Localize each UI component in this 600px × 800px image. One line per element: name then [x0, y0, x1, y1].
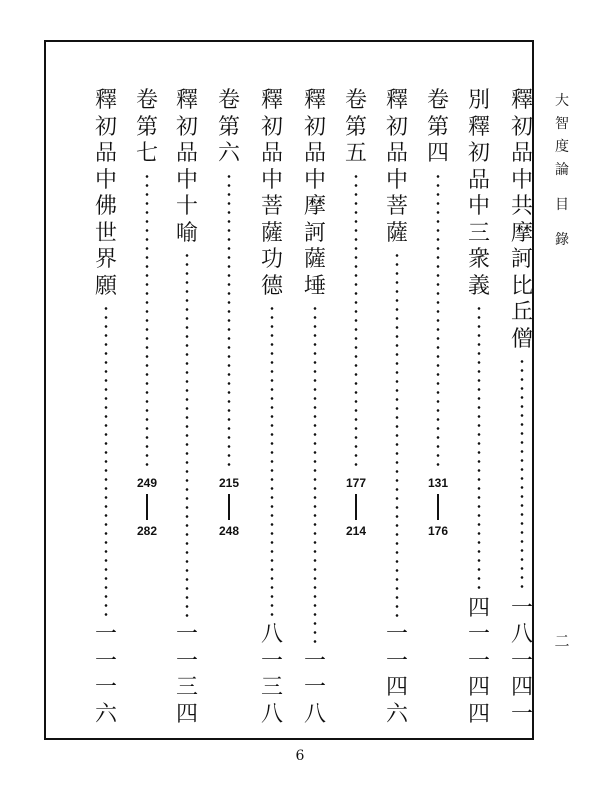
page-char: 一	[175, 648, 198, 674]
title-char: 中	[303, 167, 326, 193]
range-end: 282	[136, 524, 158, 538]
toc-entry-title	[212, 88, 246, 168]
range-start: 131	[427, 476, 449, 490]
toc-entry-title	[255, 88, 289, 300]
toc-entry-title	[170, 88, 204, 247]
page-char: 四	[467, 675, 490, 700]
title-char: 品	[94, 141, 117, 166]
title-char: 中	[385, 167, 408, 193]
title-char: 中	[467, 194, 490, 219]
page-char: 一	[510, 648, 533, 674]
toc-entry-column	[462, 88, 496, 728]
title-char: 喻	[175, 220, 198, 246]
title-char: 品	[303, 141, 326, 166]
title-char: 品	[260, 141, 283, 166]
title-char: 初	[467, 141, 490, 166]
toc-fascicle-column	[421, 88, 455, 728]
title-char: 共	[510, 194, 533, 219]
leader-dots	[313, 304, 317, 645]
title-char: 佛	[94, 194, 117, 219]
toc-entry-title	[380, 88, 414, 247]
original-page-range	[417, 476, 459, 538]
page-char: 一	[94, 675, 117, 700]
title-char: 第	[135, 114, 158, 140]
title-char: 德	[260, 273, 283, 299]
leader-dots	[395, 251, 399, 618]
page-char: 三	[175, 675, 198, 700]
title-char: 第	[426, 114, 449, 140]
toc-page-ref	[380, 622, 414, 728]
title-char: 中	[175, 167, 198, 193]
toc-entry-column	[505, 88, 539, 728]
title-char: 釋	[175, 88, 198, 113]
title-char: 初	[94, 114, 117, 140]
toc-entry-title	[339, 88, 373, 168]
title-char: 七	[135, 141, 158, 166]
title-char: 菩	[385, 194, 408, 219]
title-char: 卷	[426, 88, 449, 113]
toc-page-ref	[89, 622, 123, 728]
page-char: 一	[510, 701, 533, 727]
page-char: 八	[260, 622, 283, 647]
header-char: 目	[555, 197, 569, 213]
page-char: 一	[385, 648, 408, 674]
page-char: 四	[385, 675, 408, 700]
title-char: 品	[510, 141, 533, 166]
toc-page-ref	[298, 649, 332, 729]
title-char: 釋	[467, 114, 490, 140]
side-page-number: 二	[554, 632, 570, 650]
header-char: 大	[555, 93, 569, 109]
title-char: 初	[303, 114, 326, 140]
title-char: 釋	[260, 88, 283, 113]
page-char: 四	[467, 701, 490, 727]
toc-page-ref	[255, 622, 289, 728]
title-char: 卷	[344, 88, 367, 113]
toc-entry-title	[421, 88, 455, 168]
title-char: 丘	[510, 300, 533, 325]
toc-fascicle-column	[212, 88, 246, 728]
title-char: 功	[260, 247, 283, 272]
page-char: 一	[385, 622, 408, 647]
page-char: 一	[510, 595, 533, 621]
title-char: 訶	[303, 220, 326, 246]
title-char: 衆	[467, 247, 490, 272]
title-char: 訶	[510, 247, 533, 272]
range-dash	[437, 494, 440, 520]
title-char: 摩	[510, 220, 533, 246]
original-page-range	[208, 476, 250, 538]
title-char: 世	[94, 220, 117, 246]
page-char: 一	[260, 648, 283, 674]
page-char: 四	[510, 675, 533, 700]
title-char: 初	[175, 114, 198, 140]
title-char: 初	[385, 114, 408, 140]
header-char: 錄	[555, 232, 569, 248]
toc-entry-column	[89, 88, 123, 728]
title-char: 品	[385, 141, 408, 166]
title-char: 中	[260, 167, 283, 193]
toc-entry-column	[255, 88, 289, 728]
page-char: 一	[467, 622, 490, 647]
page-char: 八	[510, 622, 533, 647]
header-char: 智	[555, 116, 569, 132]
page-char: 八	[303, 701, 326, 727]
toc-entry-column	[170, 88, 204, 728]
toc-fascicle-column	[339, 88, 373, 728]
header-char: 論	[555, 162, 569, 178]
range-end: 214	[345, 524, 367, 538]
range-start: 177	[345, 476, 367, 490]
title-char: 初	[260, 114, 283, 140]
page-char: 六	[385, 701, 408, 727]
title-char: 菩	[260, 194, 283, 219]
title-char: 釋	[385, 88, 408, 113]
title-char: 別	[467, 88, 490, 113]
page-char: 一	[303, 675, 326, 700]
title-char: 願	[94, 273, 117, 299]
title-char: 僧	[510, 326, 533, 352]
title-char: 卷	[135, 88, 158, 113]
range-dash	[146, 494, 149, 520]
page-char: 一	[94, 648, 117, 674]
running-header	[550, 90, 574, 252]
title-char: 十	[175, 194, 198, 219]
toc-fascicle-column	[130, 88, 164, 728]
range-start: 215	[218, 476, 240, 490]
toc-entry-column	[298, 88, 332, 728]
title-char: 第	[344, 114, 367, 140]
page-char: 一	[175, 622, 198, 647]
title-char: 四	[426, 141, 449, 166]
leader-dots	[145, 172, 149, 471]
title-char: 品	[467, 167, 490, 193]
page-char: 一	[467, 648, 490, 674]
page-char: 三	[260, 675, 283, 700]
page-char: 六	[94, 701, 117, 727]
page-number: 6	[295, 748, 305, 764]
header-char: 度	[555, 139, 569, 155]
original-page-range	[335, 476, 377, 538]
page-char: 四	[467, 595, 490, 621]
range-start: 249	[136, 476, 158, 490]
title-char: 比	[510, 273, 533, 299]
leader-dots	[270, 304, 274, 618]
title-char: 釋	[94, 88, 117, 113]
title-char: 薩	[303, 247, 326, 272]
toc-page-ref	[505, 596, 539, 729]
title-char: 初	[510, 114, 533, 140]
range-end: 248	[218, 524, 240, 538]
leader-dots	[104, 304, 108, 618]
title-char: 中	[94, 167, 117, 193]
title-char: 三	[467, 220, 490, 246]
title-char: 界	[94, 247, 117, 272]
leader-dots	[227, 172, 231, 471]
original-page-range	[126, 476, 168, 538]
title-char: 薩	[385, 220, 408, 246]
page-char: 四	[175, 701, 198, 727]
title-char: 中	[510, 167, 533, 193]
toc-entry-title	[462, 88, 496, 300]
title-char: 六	[217, 141, 240, 166]
toc-entry-title	[505, 88, 539, 353]
leader-dots	[354, 172, 358, 471]
title-char: 摩	[303, 194, 326, 219]
title-char: 品	[175, 141, 198, 166]
range-end: 176	[427, 524, 449, 538]
title-char: 五	[344, 141, 367, 166]
title-char: 義	[467, 273, 490, 299]
toc-page-ref	[170, 622, 204, 728]
page-char: 一	[94, 622, 117, 647]
page-char: 八	[260, 701, 283, 727]
leader-dots	[520, 357, 524, 592]
toc-page-ref	[462, 596, 496, 729]
title-char: 釋	[510, 88, 533, 113]
title-char: 釋	[303, 88, 326, 113]
toc-entry-title	[89, 88, 123, 300]
toc-entry-column	[380, 88, 414, 728]
title-char: 埵	[303, 273, 326, 299]
leader-dots	[436, 172, 440, 471]
title-char: 薩	[260, 220, 283, 246]
toc-entry-title	[298, 88, 332, 300]
range-dash	[228, 494, 231, 520]
range-dash	[355, 494, 358, 520]
toc-entry-title	[130, 88, 164, 168]
leader-dots	[185, 251, 189, 618]
title-char: 卷	[217, 88, 240, 113]
leader-dots	[477, 304, 481, 592]
title-char: 第	[217, 114, 240, 140]
page-char: 一	[303, 648, 326, 674]
